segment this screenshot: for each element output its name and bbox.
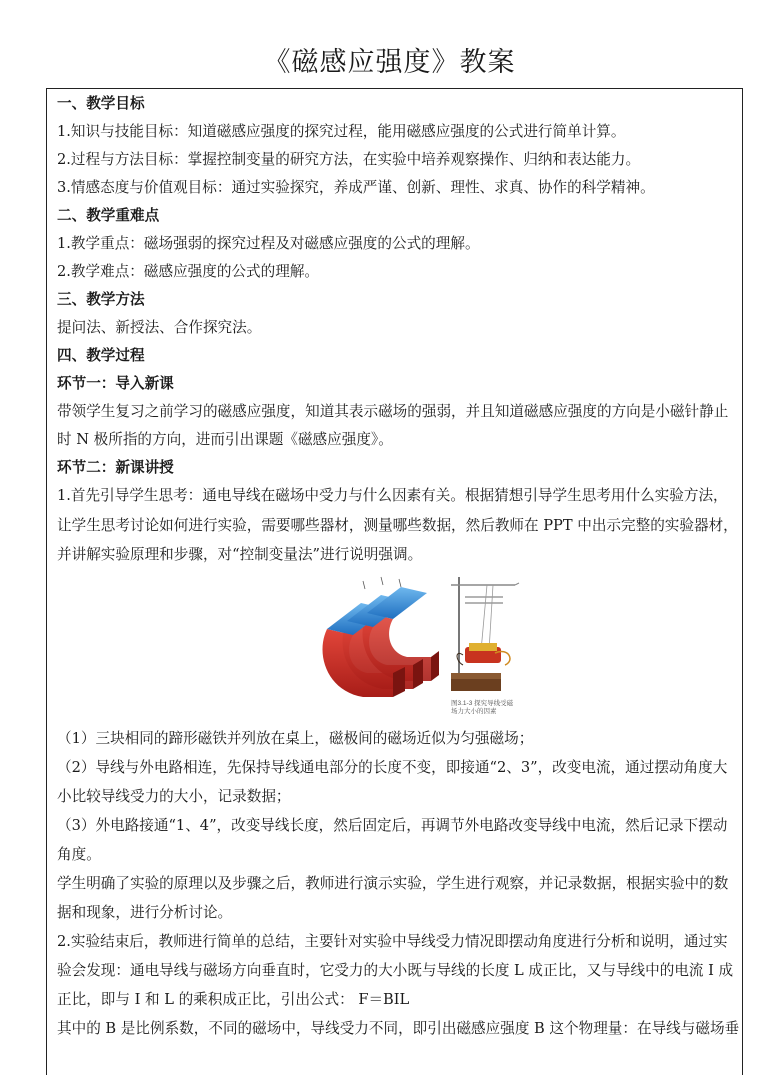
step-2-line-1: （2）导线与外电路相连，先保持导线通电部分的长度不变，即接通“2、3”，改变电流，通过摆动角度大 [57,759,728,776]
experiment-figure [305,569,715,715]
paragraph-1-line-3: 并讲解实验原理和步骤，对“控制变量法”进行说明强调。 [57,546,423,563]
difficult-point: 2.教学难点：磁感应强度的公式的理解。 [57,263,320,280]
paragraph-4-line-1: 其中的 B 是比例系数，不同的磁场中，导线受力不同，即引出磁感应强度 B 这个物理量：在导线与磁场垂 [57,1020,740,1037]
experiment-illustration [305,569,715,715]
lesson-plan-table [46,88,743,1075]
heading-step-introduction: 环节一：导入新课 [57,375,174,392]
figure-caption-2: 场力大小的因素 [451,708,497,715]
step-3-line-2: 角度。 [57,846,101,863]
heading-teaching-process: 四、教学过程 [57,347,145,364]
field-marks [363,577,401,589]
step-3-line-1: （3）外电路接通“1、4”，改变导线长度，然后固定后，再调节外电路改变导线中电流，然后记录下摆动 [57,817,728,834]
key-point: 1.教学重点：磁场强弱的探究过程及对磁感应强度的公式的理解。 [57,235,480,252]
paragraph-2-line-2: 据和现象，进行分析讨论。 [57,904,233,921]
figure-caption-1: 图3.1-3 探究导线受磁 [451,700,514,707]
heading-teaching-objectives: 一、教学目标 [57,95,145,112]
introduction-line-2: 时 N 极所指的方向，进而引出课题《磁感应强度》。 [57,431,393,448]
page-title: 《磁感应强度》教案 [263,47,516,78]
heading-teaching-methods: 三、教学方法 [57,291,145,308]
paragraph-1-line-2: 让学生思考讨论如何进行实验，需要哪些器材，测量哪些数据，然后教师在 PPT 中出示完整的实验器材， [57,517,738,534]
objective-process: 2.过程与方法目标：掌握控制变量的研究方法，在实验中培养观察操作、归纳和表达能力。 [57,151,641,168]
paragraph-3-line-3: 正比，即与 I 和 L 的乘积成正比，引出公式： F＝BIL [57,991,410,1008]
paragraph-1-line-1: 1.首先引导学生思考：通电导线在磁场中受力与什么因素有关。根据猜想引导学生思考用什么实验方法， [57,487,728,504]
teaching-methods-text: 提问法、新授法、合作探究法。 [57,319,262,336]
stand-apparatus [451,577,519,691]
paragraph-2-line-1: 学生明确了实验的原理以及步骤之后，教师进行演示实验，学生进行观察，并记录数据，根据实验中的数 [57,875,729,892]
paragraph-3-line-1: 2.实验结束后，教师进行简单的总结，主要针对实验中导线受力情况即摆动角度进行分析和说明，通过实 [57,933,728,950]
objective-knowledge: 1.知识与技能目标：知道磁感应强度的探究过程，能用磁感应强度的公式进行简单计算。 [57,123,626,140]
horseshoe-magnets [323,587,440,697]
step-2-line-2: 小比较导线受力的大小，记录数据； [57,788,291,805]
objective-attitude: 3.情感态度与价值观目标：通过实验探究，养成严谨、创新、理性、求真、协作的科学精神。 [57,179,655,196]
step-1-text: （1）三块相同的蹄形磁铁并列放在桌上，磁极间的磁场近似为匀强磁场； [57,730,534,747]
paragraph-3-line-2: 验会发现：通电导线与磁场方向垂直时，它受力的大小既与导线的长度 L 成正比，又与导线中的电流 I 成 [57,962,734,979]
heading-key-points: 二、教学重难点 [57,207,160,224]
introduction-line-1: 带领学生复习之前学习的磁感应强度，知道其表示磁场的强弱，并且知道磁感应强度的方向是小磁针静止 [57,403,729,420]
heading-step-new-lesson: 环节二：新课讲授 [57,459,174,476]
